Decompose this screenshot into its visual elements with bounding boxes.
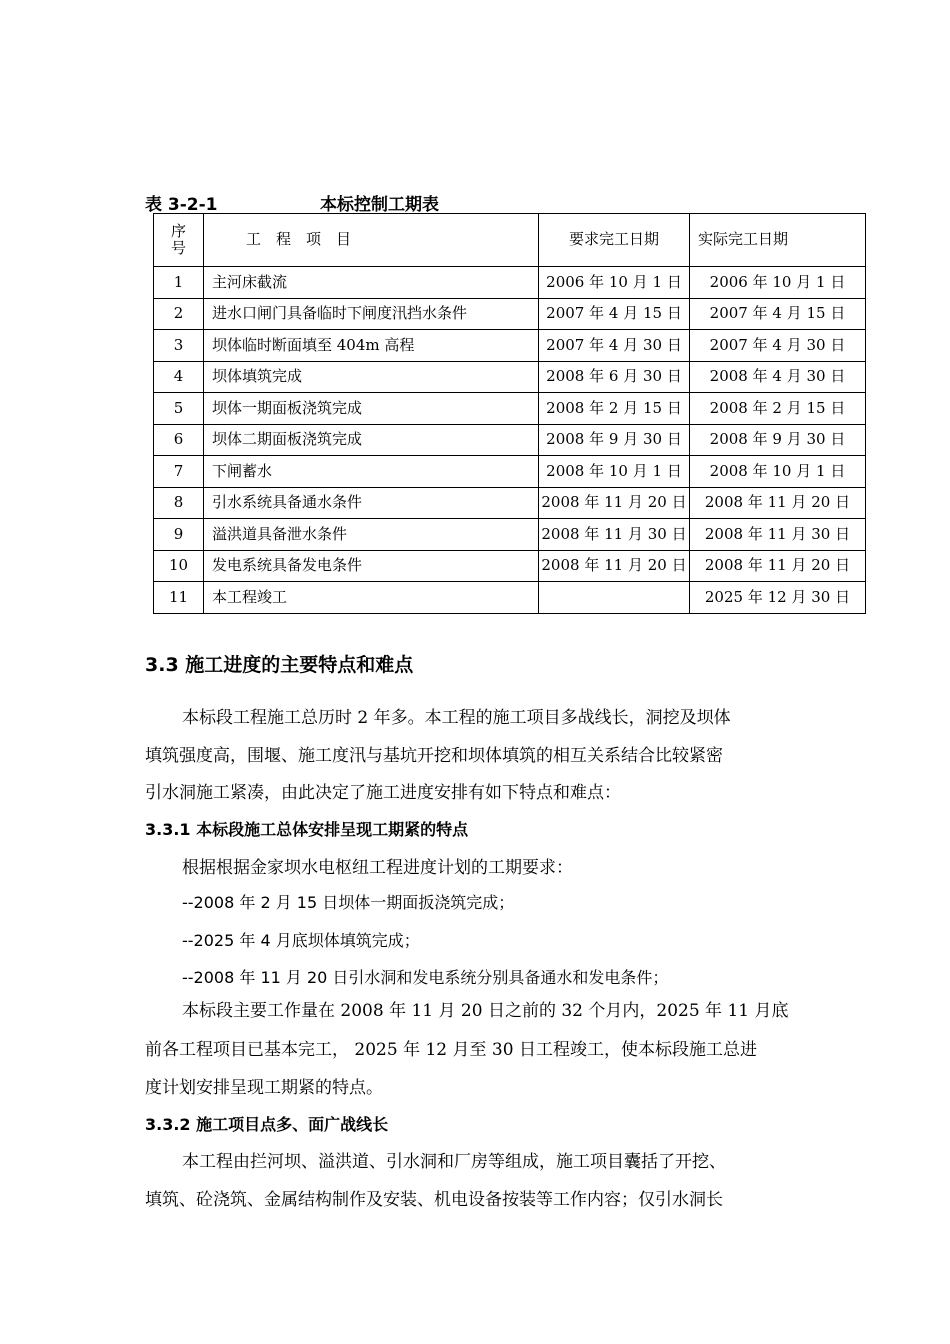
table-header-row (154, 214, 866, 267)
row-actual-date: 2007 年 4 月 30 日 (690, 330, 866, 362)
header-actual-date: 实际完工日期 (690, 214, 866, 267)
row-actual-date: 2008 年 4 月 30 日 (690, 361, 866, 393)
schedule-table (153, 213, 866, 614)
header-item: 工 程 项 目 (204, 214, 539, 267)
row-item: 坝体一期面板浇筑完成 (204, 393, 539, 425)
paragraph-line: 度计划安排呈现工期紧的特点。 (145, 1078, 383, 1098)
row-item: 溢洪道具备泄水条件 (204, 519, 539, 551)
paragraph-line: 本工程由拦河坝、溢洪道、引水洞和厂房等组成，施工项目囊括了开挖、 (182, 1152, 726, 1172)
row-required-date (539, 582, 690, 614)
row-seq: 2 (154, 298, 204, 330)
list-item: --2008 年 11 月 20 日引水洞和发电系统分别具备通水和发电条件； (182, 968, 669, 987)
table-row (154, 361, 866, 393)
row-required-date: 2007 年 4 月 30 日 (539, 330, 690, 362)
table-caption (145, 190, 865, 214)
table-row (154, 267, 866, 299)
row-required-date: 2008 年 11 月 20 日 (539, 487, 690, 519)
row-actual-date: 2007 年 4 月 15 日 (690, 298, 866, 330)
row-actual-date: 2008 年 2 月 15 日 (690, 393, 866, 425)
row-seq: 11 (154, 582, 204, 614)
row-seq: 3 (154, 330, 204, 362)
row-item: 本工程竣工 (204, 582, 539, 614)
table-row (154, 330, 866, 362)
paragraph-line: 填筑、砼浇筑、金属结构制作及安装、机电设备按装等工作内容；仅引水洞长 (145, 1190, 723, 1210)
row-required-date: 2008 年 9 月 30 日 (539, 424, 690, 456)
row-item: 坝体临时断面填至 404m 高程 (204, 330, 539, 362)
row-required-date: 2006 年 10 月 1 日 (539, 267, 690, 299)
list-item: --2025 年 4 月底坝体填筑完成； (182, 931, 420, 950)
table-row (154, 298, 866, 330)
table-row (154, 456, 866, 488)
row-item: 下闸蓄水 (204, 456, 539, 488)
row-item: 坝体二期面板浇筑完成 (204, 424, 539, 456)
row-actual-date: 2025 年 12 月 30 日 (690, 582, 866, 614)
row-seq: 7 (154, 456, 204, 488)
row-required-date: 2008 年 11 月 20 日 (539, 550, 690, 582)
paragraph-line: 填筑强度高，围堰、施工度汛与基坑开挖和坝体填筑的相互关系结合比较紧密 (145, 746, 723, 766)
row-seq: 10 (154, 550, 204, 582)
row-required-date: 2008 年 11 月 30 日 (539, 519, 690, 551)
table-title: 本标控制工期表 (320, 195, 439, 215)
row-actual-date: 2008 年 11 月 20 日 (690, 550, 866, 582)
row-required-date: 2008 年 2 月 15 日 (539, 393, 690, 425)
paragraph-line: 本标段主要工作量在 2008 年 11 月 20 日之前的 32 个月内，2025 年 11 月底 (182, 1001, 789, 1021)
row-required-date: 2007 年 4 月 15 日 (539, 298, 690, 330)
row-item: 坝体填筑完成 (204, 361, 539, 393)
row-item: 发电系统具备发电条件 (204, 550, 539, 582)
row-item: 引水系统具备通水条件 (204, 487, 539, 519)
table-row (154, 582, 866, 614)
row-actual-date: 2006 年 10 月 1 日 (690, 267, 866, 299)
header-required-date: 要求完工日期 (539, 214, 690, 267)
table-row (154, 424, 866, 456)
table-number: 表 3-2-1 (145, 195, 218, 215)
row-seq: 4 (154, 361, 204, 393)
row-required-date: 2008 年 10 月 1 日 (539, 456, 690, 488)
row-item: 主河床截流 (204, 267, 539, 299)
row-seq: 1 (154, 267, 204, 299)
table-row (154, 550, 866, 582)
table-row (154, 393, 866, 425)
row-actual-date: 2008 年 10 月 1 日 (690, 456, 866, 488)
table-row (154, 487, 866, 519)
header-seq: 序 号 (154, 214, 204, 267)
list-item: --2008 年 2 月 15 日坝体一期面扳浇筑完成； (182, 893, 515, 912)
row-seq: 6 (154, 424, 204, 456)
row-actual-date: 2008 年 11 月 20 日 (690, 487, 866, 519)
section-heading-3-3-1: 3.3.1 本标段施工总体安排呈现工期紧的特点 (145, 820, 469, 839)
paragraph-line: 根据根据金家坝水电枢纽工程进度计划的工期要求： (182, 858, 573, 878)
row-seq: 8 (154, 487, 204, 519)
row-actual-date: 2008 年 11 月 30 日 (690, 519, 866, 551)
row-seq: 5 (154, 393, 204, 425)
row-item: 进水口闸门具备临时下闸度汛挡水条件 (204, 298, 539, 330)
section-heading-3-3: 3.3 施工进度的主要特点和难点 (145, 654, 414, 676)
row-required-date: 2008 年 6 月 30 日 (539, 361, 690, 393)
paragraph-line: 本标段工程施工总历时 2 年多。本工程的施工项目多战线长，洞挖及坝体 (182, 708, 731, 728)
section-heading-3-3-2: 3.3.2 施工项目点多、面广战线长 (145, 1115, 389, 1134)
table-row (154, 519, 866, 551)
paragraph-line: 前各工程项目已基本完工， 2025 年 12 月至 30 日工程竣工，使本标段施工总进 (145, 1040, 757, 1060)
schedule-table-body (154, 214, 866, 614)
row-seq: 9 (154, 519, 204, 551)
row-actual-date: 2008 年 9 月 30 日 (690, 424, 866, 456)
paragraph-line: 引水洞施工紧凑，由此决定了施工进度安排有如下特点和难点： (145, 783, 621, 803)
